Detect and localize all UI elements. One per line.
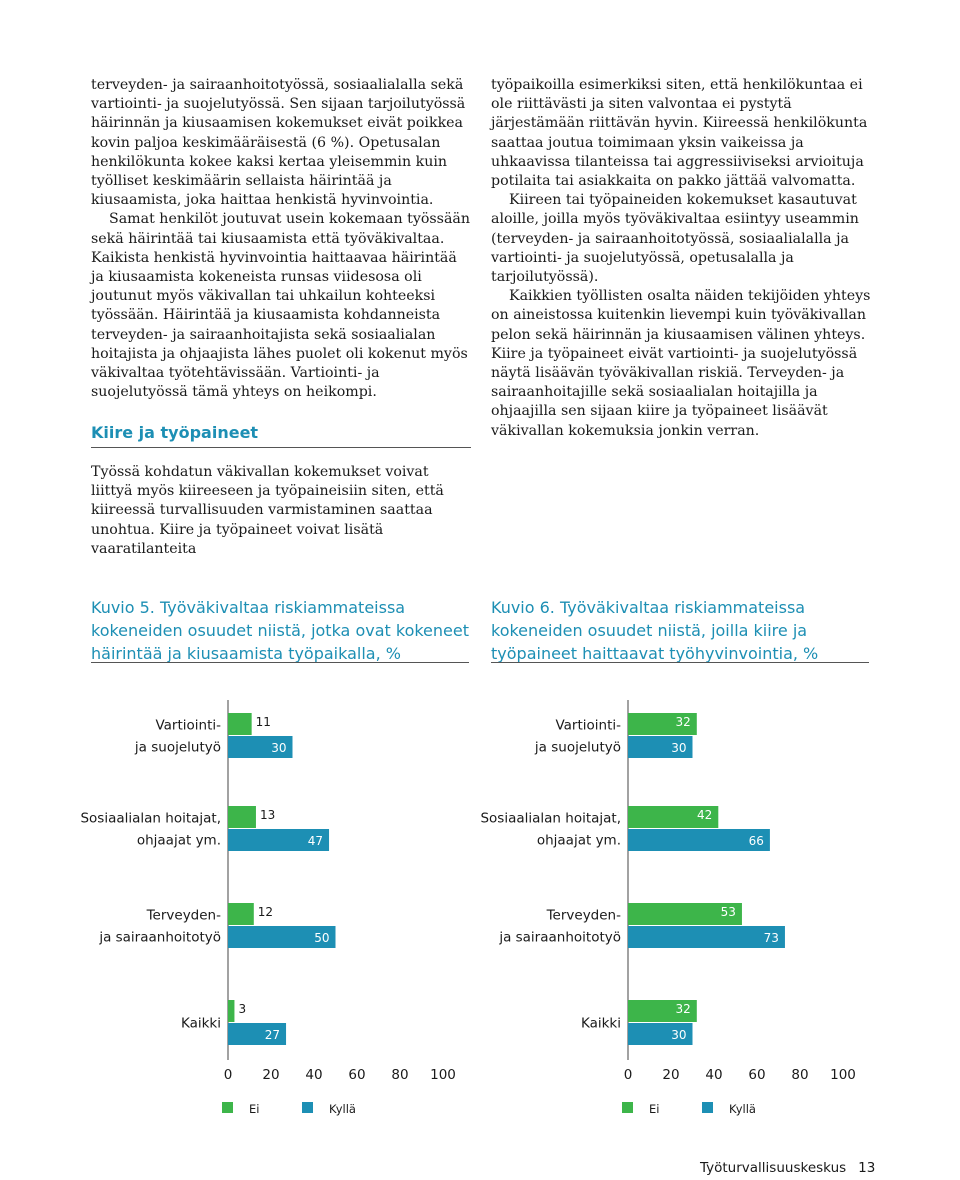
category-label: Sosiaalialan hoitajat,: [80, 810, 221, 827]
data-label: 73: [763, 931, 779, 945]
x-tick-label: 80: [791, 1067, 809, 1083]
left-column-bottom: [91, 463, 471, 559]
bar-kyllä: [628, 926, 785, 948]
bar-ei: [228, 806, 256, 828]
left-column-top: [91, 76, 471, 402]
legend-label: Kyllä: [329, 1102, 356, 1116]
data-label: 47: [307, 834, 324, 848]
data-label: 3: [238, 1002, 247, 1016]
figure-5-svg: [0, 700, 456, 1140]
category-label: Terveyden-: [146, 907, 221, 924]
paragraph: Työssä kohdatun väkivallan kokemukset voivat liittyä myös kiireeseen ja työpaineisiin siten, että kiireessä turvallisuuden varmistaminen saattaa unohtua. Kiire ja työpaineet voivat lisätä vaaratilanteita: [91, 464, 444, 557]
category-label: ohjaajat ym.: [136, 832, 221, 849]
data-label: 30: [271, 741, 287, 755]
data-label: 50: [314, 931, 330, 945]
paragraph: terveyden- ja sairaanhoitotyössä, sosiaalialalla sekä vartiointi- ja suojelutyössä. Sen sijaan tarjoilutyössä häirinnän ja kiusaamisen kokemukset eivät poikkea kovin paljoa keskimääräisestä (6 %). Opetusalan henkilökunta kokee kaksi kertaa yleisemmin kuin työlliset keskimäärin sellaista häirintää ja kiusaamista, joka haittaa henkistä hyvinvointia.: [91, 77, 466, 209]
category-label: ja suojelutyö: [134, 739, 221, 756]
paragraph: työpaikoilla esimerkiksi siten, että henkilökuntaa ei ole riittävästi ja siten valvontaa ei pystytä järjestämään riittävän hyvin. Kiireessä henkilökunta saattaa joutua toimimaan yksin vaikeissa ja uhkaavissa tilanteissa tai aggressiiviseksi arvioituja potilaita tai asiakkaita on pakko jättää valvomatta.: [491, 77, 868, 190]
x-tick-label: 20: [262, 1067, 280, 1083]
bar-ei: [228, 903, 254, 925]
category-label: Kaikki: [580, 1015, 621, 1032]
data-label: 13: [259, 808, 276, 822]
category-label: ja suojelutyö: [534, 739, 621, 756]
x-tick-label: 100: [830, 1067, 856, 1083]
category-label: Vartiointi-: [155, 717, 221, 734]
x-tick-label: 0: [623, 1067, 633, 1083]
figure-6-chart: [400, 700, 856, 1140]
category-label: Kaikki: [180, 1015, 221, 1032]
data-label: 32: [675, 1002, 691, 1016]
paragraph: Kiireen tai työpaineiden kokemukset kasautuvat aloille, joilla myös työväkivaltaa esiintyy useammin (terveyden- ja sairaanhoitotyössä, sosiaalialalla ja vartiointi- ja suojelutyössä, opetusalalla ja tarjoilutyössä).: [491, 192, 859, 286]
figure-6-svg: [400, 700, 856, 1140]
data-label: 27: [264, 1028, 281, 1042]
data-label: 30: [671, 741, 687, 755]
legend-swatch: [302, 1102, 313, 1113]
data-label: 12: [257, 905, 274, 919]
page-footer: [700, 1160, 876, 1176]
figure-6-title: Kuvio 6. Työväkivaltaa riskiammateissa kokeneiden osuudet niistä, joilla kiire ja työpaineet haittaavat työhyvinvointia, %: [491, 598, 819, 663]
category-label: ja sairaanhoitotyö: [99, 929, 221, 946]
legend-swatch: [622, 1102, 633, 1113]
paragraph: Samat henkilöt joutuvat usein kokemaan työssään sekä häirintää tai kiusaamista että työväkivaltaa. Kaikista henkistä hyvinvointia haittaavaa häirintää ja kiusaamista kokeneista runsas viidesosa oli joutunut myös väkivallan tai uhkailun kohteeksi työssään. Häirintää ja kiusaamista kohdanneista terveyden- ja sairaanhoitajista sekä sosiaalialan hoitajista ja ohjaajista lähes puolet oli kokenut myös väkivaltaa työtehtävissään. Vartiointi- ja suojelutyössä tämä yhteys on heikompi.: [91, 211, 471, 401]
data-label: 66: [748, 834, 764, 848]
legend-swatch: [702, 1102, 713, 1113]
heading-divider: [91, 447, 471, 448]
x-tick-label: 60: [748, 1067, 766, 1083]
data-label: 32: [675, 715, 691, 729]
data-label: 53: [720, 905, 736, 919]
category-label: Vartiointi-: [555, 717, 621, 734]
category-label: Sosiaalialan hoitajat,: [480, 810, 621, 827]
x-tick-label: 60: [348, 1067, 366, 1083]
x-tick-label: 100: [430, 1067, 456, 1083]
figure-5-title: Kuvio 5. Työväkivaltaa riskiammateissa kokeneiden osuudet niistä, jotka ovat kokeneet häirintää ja kiusaamista työpaikalla, %: [91, 598, 469, 663]
figure-5-divider: [91, 662, 469, 663]
x-tick-label: 40: [305, 1067, 323, 1083]
data-label: 11: [255, 715, 271, 729]
publisher-name: Työturvallisuuskeskus: [700, 1160, 847, 1176]
category-label: Terveyden-: [546, 907, 621, 924]
right-column: [491, 76, 876, 441]
figure-6-divider: [491, 662, 869, 663]
legend-label: Ei: [649, 1102, 660, 1116]
category-label: ohjaajat ym.: [536, 832, 621, 849]
x-tick-label: 0: [223, 1067, 233, 1083]
section-heading: Kiire ja työpaineet: [91, 423, 259, 442]
legend-swatch: [222, 1102, 233, 1113]
category-label: ja sairaanhoitotyö: [499, 929, 621, 946]
legend-label: Ei: [249, 1102, 260, 1116]
x-tick-label: 40: [705, 1067, 723, 1083]
page-number: 13: [858, 1160, 876, 1176]
bar-ei: [228, 713, 252, 735]
paragraph: Kaikkien työllisten osalta näiden tekijöiden yhteys on aineistossa kuitenkin lievempi kuin työväkivallan pelon sekä häirinnän ja kiusaamisen välinen yhteys. Kiire ja työpaineet eivät vartiointi- ja suojelutyössä näytä lisäävän työväkivallan riskiä. Terveyden- ja sairaanhoitajille sekä sosiaalialan hoitajilla ja ohjaajilla sen sijaan kiire ja työpaineet lisäävät väkivallan kokemuksia jonkin verran.: [491, 288, 871, 439]
data-label: 30: [671, 1028, 687, 1042]
x-tick-label: 80: [391, 1067, 409, 1083]
data-label: 42: [697, 808, 713, 822]
legend-label: Kyllä: [729, 1102, 756, 1116]
bar-ei: [228, 1000, 234, 1022]
x-tick-label: 20: [662, 1067, 680, 1083]
figure-5-chart: [0, 700, 456, 1140]
